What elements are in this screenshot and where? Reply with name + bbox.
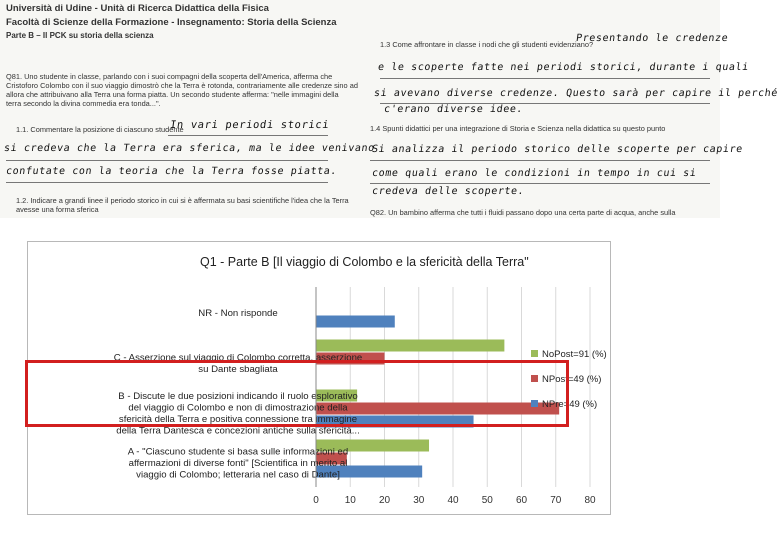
x-tick-label: 0 (313, 495, 319, 506)
answer-line (380, 78, 710, 79)
handwritten-answer: confutate con la teoria che la Terra fosse piatta. (5, 166, 338, 177)
category-label: B - Discute le due posizioni indicando il ruolo esplorativo (118, 390, 358, 402)
category-label: sfericità della Terra e positiva connessione tra immagine (118, 413, 358, 425)
category-label: viaggio di Colombo; letteraria nel caso di Dante] (136, 469, 340, 481)
handwritten-answer: Si analizza il periodo storico delle scoperte per capire (371, 144, 744, 155)
x-tick-label: 10 (344, 495, 356, 506)
doc-subquestion-1-3: 1.3 Come affrontare in classe i nodi che gli studenti evidenziano? (380, 40, 594, 49)
handwritten-answer: Presentando le credenze (575, 33, 730, 44)
doc-subquestion-1-1: 1.1. Commentare la posizione di ciascuno studente (16, 125, 184, 134)
category-label: della Terra Dantesca e concezioni antiche sulla sfericità... (116, 425, 360, 437)
answer-line (168, 135, 328, 136)
answer-line (370, 183, 710, 184)
category-label: NR - Non risponde (198, 308, 278, 319)
doc-question-line: Q81. Uno studente in classe, parlando con i suoi compagni della scoperta dell'America, afferma che (6, 72, 333, 81)
legend-label: NoPost=91 (%) (542, 349, 607, 360)
category-label: del viaggio di Colombo e non di dimostrazione della (128, 402, 348, 414)
category-label: C - Asserzione sul viaggio di Colombo corretta, asserzione (113, 352, 363, 364)
bar-npre (316, 316, 395, 328)
scanned-questionnaire (0, 0, 779, 218)
doc-question-line: allora che attribuivano alla Terra una forma piatta. Un secondo studente afferma: "nelle immagini della (6, 90, 339, 99)
doc-question-q82: Q82. Un bambino afferma che tutti i fluidi passano dopo una certa parte di acqua, anche sulla (370, 208, 676, 217)
handwritten-answer: In vari periodi storici (169, 119, 331, 131)
x-tick-label: 40 (447, 495, 459, 506)
handwritten-answer: credeva delle scoperte. (371, 186, 526, 197)
x-tick-label: 60 (515, 495, 528, 506)
doc-subquestion-1-2: avesse una forma sferica (16, 205, 99, 214)
answer-line (6, 160, 328, 161)
handwritten-answer: si avevano diverse credenze. Questo sarà per capire il perché (373, 88, 779, 99)
legend-label: NPre=49 (%) (542, 399, 598, 410)
category-label: A - "Ciascuno studente si basa sulle informazioni ed (127, 446, 349, 458)
doc-header-line-3: Parte B – Il PCK su storia della scienza (6, 31, 154, 40)
doc-question-line: terra secondo la divina commedia era tonda...". (6, 99, 161, 108)
category-label: affermazioni di diverse fonti" [Scientifica in merito al (128, 458, 348, 469)
answer-line (370, 160, 710, 161)
handwritten-answer: e le scoperte fatte nei periodi storici, durante i quali (377, 62, 750, 73)
handwritten-answer: si credeva che la Terra era sferica, ma le idee venivano (3, 143, 376, 154)
legend-label: NPost=49 (%) (542, 374, 602, 385)
doc-question-line: Cristoforo Colombo con il suo viaggio dimostrò che la Terra è rotonda, contrariamente alle credenze sino ad (6, 81, 358, 90)
legend-swatch (531, 350, 538, 357)
answer-line (6, 182, 328, 183)
doc-subquestion-1-4: 1.4 Spunti didattici per una integrazione di Storia e Scienza nella didattica su questo punto (370, 124, 666, 133)
x-tick-label: 50 (481, 495, 493, 506)
handwritten-answer: come quali erano le condizioni in tempo in cui si (371, 168, 698, 179)
doc-subquestion-1-2: 1.2. Indicare a grandi linee il periodo storico in cui si è affermata su basi scientifiche l'idea che la Terra (16, 196, 349, 205)
handwritten-answer: c'erano diverse idee. (383, 104, 524, 115)
highlight-box (25, 360, 569, 427)
x-tick-label: 70 (550, 495, 562, 506)
bar-nopost (316, 340, 504, 352)
category-label: su Dante sbagliata (198, 363, 278, 375)
x-tick-label: 20 (378, 495, 391, 506)
x-tick-label: 80 (584, 495, 596, 506)
doc-header-line-1: Università di Udine - Unità di Ricerca Didattica della Fisica (6, 3, 269, 14)
chart-title: Q1 - Parte B [Il viaggio di Colombo e la sfericità della Terra" (200, 255, 529, 269)
x-tick-label: 30 (413, 495, 425, 506)
doc-header-line-2: Facoltà di Scienze della Formazione - Insegnamento: Storia della Scienza (6, 17, 337, 28)
